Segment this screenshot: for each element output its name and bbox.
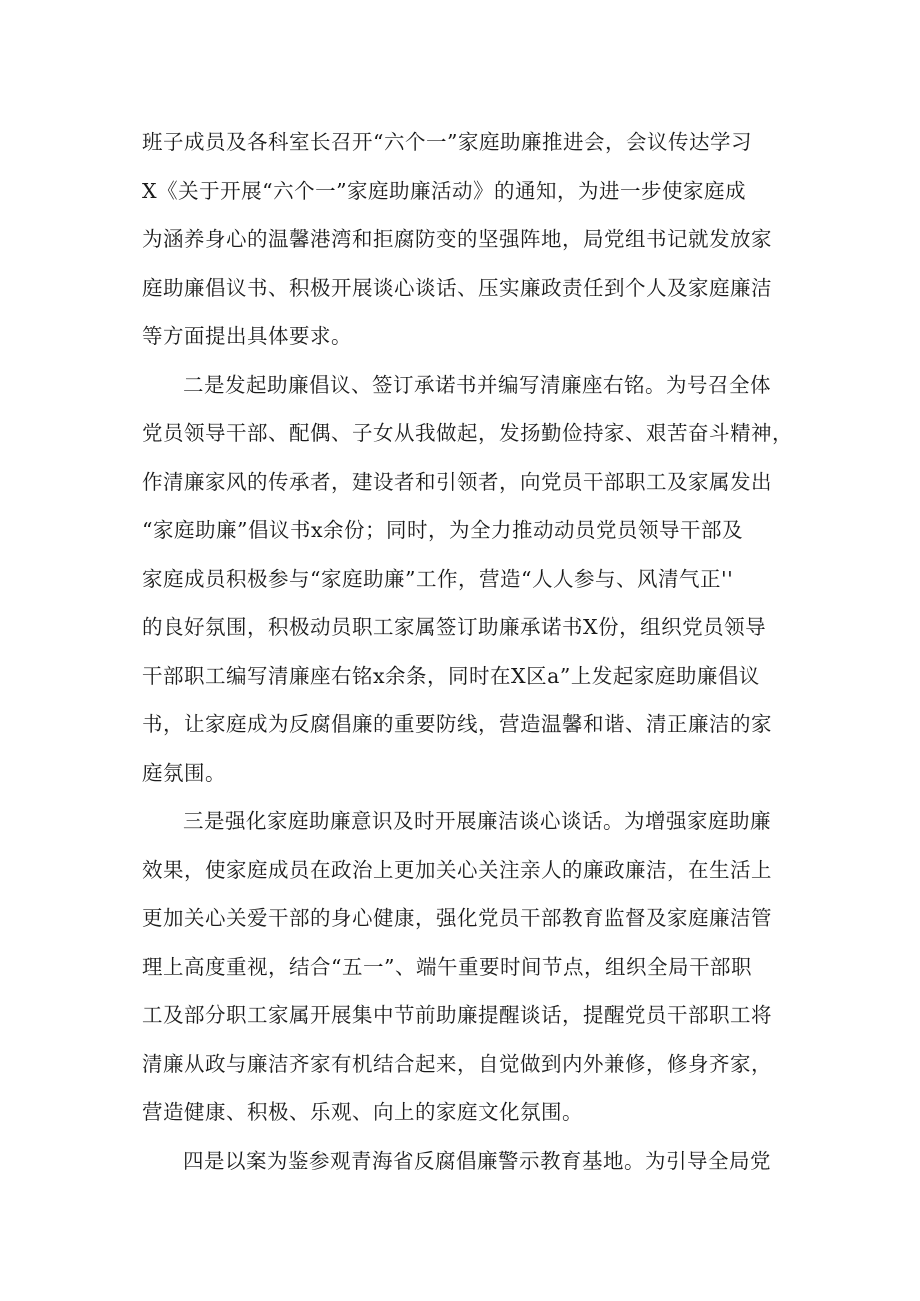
text-line: 为涵养身心的温馨港湾和拒腐防变的坚强阵地，局党组书记就发放家 (142, 227, 772, 251)
text-line: X《关于开展“六个一”家庭助廉活动》的通知，为进一步使家庭成 (142, 178, 747, 203)
text-line: 庭助廉倡议书、积极开展谈心谈话、压实廉政责任到个人及家庭廉洁 (142, 275, 772, 300)
text-line: 的良好氛围，积极动员职工家属签订助廉承诺书X份，组织党员领导 (142, 615, 767, 639)
text-line: 班子成员及各科室长召开“六个一”家庭助廉推进会，会议传达学习 (142, 130, 752, 154)
paragraph-3 (142, 797, 798, 1137)
text-line: 营造健康、积极、乐观、向上的家庭文化氛围。 (142, 1100, 583, 1124)
text-line: 三是强化家庭助廉意识及时开展廉洁谈心谈话。为增强家庭助廉 (183, 809, 771, 833)
text-line: 作清廉家风的传承者，建设者和引领者，向党员干部职工及家属发出 (142, 469, 772, 494)
text-line: 清廉从政与廉洁齐家有机结合起来，自觉做到内外兼修，修身齐家， (142, 1051, 772, 1076)
text-line: “家庭助廉”倡议书x余份；同时，为全力推动动员党员领导干部及 (142, 518, 744, 542)
text-line: 更加关心关爱干部的身心健康，强化党员干部教育监督及家庭廉洁管 (142, 906, 772, 930)
text-line: 党员领导干部、配偶、子女从我做起，发扬勤俭持家、艰苦奋斗精神， (142, 421, 793, 445)
text-line: 干部职工编写清廉座右铭x余条，同时在X区a”上发起家庭助廉倡议 (142, 663, 760, 688)
text-line: 庭氛围。 (142, 760, 226, 785)
text-line: 家庭成员积极参与“家庭助廉”工作，营造“人人参与、风清气正'' (142, 566, 734, 591)
paragraph-4 (142, 1137, 798, 1186)
text-line: 四是以案为鉴参观青海省反腐倡廉警示教育基地。为引导全局党 (183, 1148, 771, 1173)
text-line: 理上高度重视，结合“五一”、端午重要时间节点，组织全局干部职 (142, 954, 752, 979)
paragraph-1 (142, 118, 798, 361)
text-line: 效果，使家庭成员在政治上更加关心关注亲人的廉政廉洁，在生活上 (142, 857, 772, 882)
text-line: 等方面提出具体要求。 (142, 324, 352, 348)
text-line: 书，让家庭成为反腐倡廉的重要防线，营造温馨和谐、清正廉洁的家 (142, 712, 772, 736)
text-line: 二是发起助廉倡议、签订承诺书并编写清廉座右铭。为号召全体 (183, 372, 771, 397)
document-body (142, 118, 798, 1185)
text-line: 工及部分职工家属开展集中节前助廉提醒谈话，提醒党员干部职工将 (142, 1003, 772, 1027)
paragraph-2 (142, 361, 798, 798)
